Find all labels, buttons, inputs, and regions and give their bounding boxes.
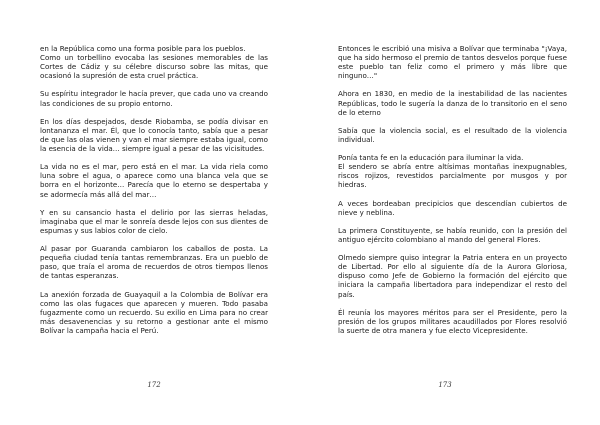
page-number: 173 xyxy=(438,381,452,389)
paragraph: La vida no es el mar, pero está en el mar. La vida riela como luna sobre el agua, o aparece como una blanca vela que se borra en el horizonte… Parecía que lo eterno se despertaba y se adormecía más allá del mar… xyxy=(40,162,268,199)
paragraph: Entonces le escribió una misiva a Bolívar que terminaba "¡Vaya, que ha sido hermoso el premio de tantos desvelos porque fuese este pueblo tan feliz como el primero y más libre que ninguno…" xyxy=(338,44,567,81)
paragraph: en la República como una forma posible para los pueblos. xyxy=(40,44,246,53)
left-page-text xyxy=(40,44,268,344)
paragraph: Él reunía los mayores méritos para ser el Presidente, pero la presión de los grupos militares acaudillados por Flores resolvió la suerte de otra manera y fue electo Vicepresidente. xyxy=(338,307,567,335)
paragraph: Su espíritu integrador le hacía prever, que cada uno va creando las condiciones de su propio entorno. xyxy=(40,89,268,108)
page-number: 172 xyxy=(147,381,161,389)
paragraph: Y en su cansancio hasta el delirio por las sierras heladas, imaginaba que el mar le sonreía desde lejos con sus dientes de espumas y sus labios color de cielo. xyxy=(40,207,268,235)
paragraph: En los días despejados, desde Riobamba, se podía divisar en lontananza el mar. Él, que lo conocía tanto, sabía que a pesar de que las olas vienen y van el mar siempre estaba igual, como la esencia de la vida… siempre igual a pesar de las vicisitudes. xyxy=(40,116,268,154)
right-page-text xyxy=(338,44,567,344)
paragraph: La primera Constituyente, se había reunido, con la presión del antiguo ejército colombiano al mando del general Flores. xyxy=(338,225,567,244)
paragraph: Ponía tanta fe en la educación para iluminar la vida. xyxy=(338,153,524,163)
paragraph: El sendero se abría entre altísimas montañas inexpugnables, riscos rojizos, revestidos parcialmente por musgos y por hiedras. xyxy=(338,162,567,190)
paragraph: Olmedo siempre quiso integrar la Patria entera en un proyecto de Libertad. Por ello al siguiente día de la Aurora Gloriosa, dispuso como Jefe de Gobierno la formación del ejército que iniciara la campaña libertadora para independizar el resto del país. xyxy=(338,253,567,299)
paragraph: Ahora en 1830, en medio de la inestabilidad de las nacientes Repúblicas, todo le sugería la danza de lo transitorio en el seno de lo eterno xyxy=(338,89,567,117)
paragraph: Al pasar por Guaranda cambiaron los caballos de posta. La pequeña ciudad tenía tantas remembranzas. Era un pueblo de paso, que traía el aroma de recuerdos de otros tiempos llenos de tantas esperanzas. xyxy=(40,244,268,281)
paragraph: A veces bordeaban precipicios que descendían cubiertos de nieve y neblina. xyxy=(338,198,567,217)
paragraph: Como un torbellino evocaba las sesiones memorables de las Cortes de Cádiz y su célebre discurso sobre las mitas, que ocasionó la supresión de esta cruel práctica. xyxy=(40,53,268,81)
paragraph: Sabía que la violencia social, es el resultado de la violencia individual. xyxy=(338,125,567,144)
right-page xyxy=(300,0,600,425)
paragraph: La anexión forzada de Guayaquil a la Colombia de Bolívar era como las olas fugaces que aparecen y mueren. Todo pasaba fugazmente como un recuerdo. Su exilio en Lima para no crear más desavenencias y su retorno a gestionar ante el mismo Bolívar la campaña hacia el Perú. xyxy=(40,289,268,335)
